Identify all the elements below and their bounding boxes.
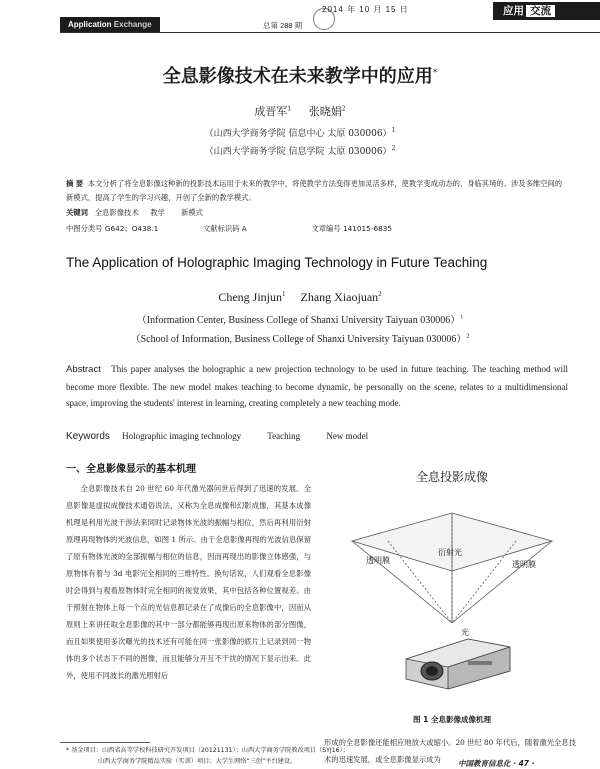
english-authors [0, 290, 600, 305]
doc-code-value: A [241, 224, 247, 233]
en-author-2: Zhang Xiaojuan [300, 290, 379, 304]
cn-keywords-label: 关键词 [66, 208, 88, 217]
en-author-1: Cheng Jinjun [218, 290, 282, 304]
label-light: 光 [461, 628, 469, 637]
en-keywords-label: Keywords [66, 431, 110, 442]
author-2: 张晓娟 [308, 105, 342, 118]
page-footer: 中国教育信息化 · 47 · [458, 759, 535, 768]
body-paragraph: 全息影像技术自 20 世纪 60 年代激光器问世后得到了迅速的发展。全息影像是虚拟成像技术通俗说法，又称为全息成像和幻影成像，其基本成像机理是利用光波干涉法来同时记录物体光波的振幅与相位，然后再利用衍射原理再现物体的光波信息，如图 1 所示。由于全息影像再现的光波信息保留了原有物体光波的全部振幅与相位的信息，因而再现出的影像立体感强，与原物体有着与 3d 电影完全相同的三维特性。换句话说，人们观看全息影像时会得到与观看原物体时完全相同的视觉效果，其中包括各种位置视差。由于照射在物体上每一个点的光信息都记录在了成像后的全息影像中，因而从原则上来讲任取全息影像的其中一部分都能够再现出原来物体的部分图像，而且如果使用多次曝光的技术还有可能在同一张影像的底片上记录到同一物体的多个状态下不同的图像，而且能够分开互不干扰的情况下显示出来。此外，使用不同波长的激光照射后 [66, 484, 311, 680]
cn-abstract-text: 本文分析了将全息影像这种新的投影技术运用于未来的教学中，将使教学方法变得更加灵活多样，使教学变成动态的、身临其境的、涉及多维空间的新模式，提高了学生的学习兴趣，开创了全新的教学模式。 [66, 179, 563, 202]
english-title: The Application of Holographic Imaging Technology in Future Teaching [66, 255, 488, 270]
affiliation-2-text: （山西大学商务学院 信息学院 太原 030006） [204, 147, 392, 157]
article-id-label: 文章编号 [311, 224, 341, 233]
publication-date: 2014 年 10 月 15 日 [322, 5, 409, 14]
en-abstract-label: Abstract [66, 364, 101, 375]
en-keyword: Holographic imaging technology [122, 431, 242, 441]
cn-keyword: 教学 [150, 208, 165, 217]
classification-line [66, 224, 392, 234]
clc-value: G642；O438.1 [104, 224, 159, 233]
body-paragraph: 形成的全息影像还能相应地放大或缩小。20 世纪 80 年代后，随着激光全息技术的迅速发展，或全息影像显示成为 [324, 738, 576, 764]
affiliation-2-sup: 2 [391, 145, 396, 152]
doc-code-label: 文献标识码 [202, 224, 240, 233]
en-abstract-text: This paper analyses the holographic a new projection technology to be used in future teaching. The teaching method will become more flexible. The new model makes teaching to become dynamic, be personally on the scene, relates to a multidimensional space, improving the students' interest in learning, creating completely a new teaching mode. [66, 364, 569, 408]
affiliation-2 [0, 144, 600, 157]
figure-caption: 图 1 全息影像成像机理 [413, 715, 491, 724]
footnote-line-2: 山西大学商务学院精品实验（实训）项目；大学生网络“三创”平台建设。 [98, 758, 297, 765]
projector-icon [406, 639, 510, 689]
figure-holographic-projection [328, 463, 576, 703]
clc-label: 中图分类号 [66, 224, 103, 233]
paper-title [0, 62, 600, 88]
footnote-text-1: 基金项目：山西省高等学校科技研究开发项目（20121131）；山西大学商务学院教改项目（SYJ16）； [71, 747, 349, 754]
en-affiliation-2-text: （School of Information, Business College of Shanxi University Taiyuan 030006） [130, 334, 467, 345]
english-abstract [66, 361, 568, 412]
paper-title-text: 全息影像技术在未来教学中的应用 [162, 66, 433, 87]
english-keywords [66, 431, 392, 442]
affiliation-1-text: （山西大学商务学院 信息中心 太原 030006） [204, 129, 392, 139]
body-left-column [66, 480, 311, 684]
cn-keyword: 全息影像技术 [94, 208, 139, 217]
en-author-1-sup: 1 [282, 290, 286, 298]
footnote-line-1 [66, 745, 349, 754]
affiliation-1-sup: 1 [391, 127, 396, 134]
label-diffracted-light: 衍射光 [438, 548, 462, 557]
cn-abstract-label: 摘 要 [66, 179, 84, 188]
affiliation-1 [0, 126, 600, 139]
header-divider [60, 32, 600, 33]
en-affiliation-2 [0, 330, 600, 345]
footnote-divider [60, 742, 150, 743]
author-1: 成晋军 [254, 105, 288, 118]
en-affiliation-1-sup: 1 [460, 314, 464, 321]
body-right-column [324, 734, 576, 768]
column-label-a: 应用 [503, 5, 524, 17]
en-affiliation-1 [0, 311, 600, 326]
en-affiliation-1-text: （Information Center, Business College of Shanxi University Taiyuan 030006） [136, 315, 461, 326]
column-label-b: 交流 [526, 5, 555, 17]
en-affiliation-2-sup: 2 [466, 333, 470, 340]
en-keyword: Teaching [267, 431, 301, 441]
figure-title: 全息投影成像 [415, 470, 489, 484]
footnote-mark: * [66, 747, 70, 754]
author-line [0, 103, 600, 119]
section-heading: 一、全息影像显示的基本机理 [66, 464, 196, 475]
cn-keywords [66, 208, 203, 218]
en-keyword: New model [326, 431, 369, 441]
author-2-sup: 2 [341, 105, 346, 113]
title-footnote-mark: * [432, 68, 438, 78]
section-tab-right: Exchange [113, 20, 152, 29]
en-author-2-sup: 2 [378, 290, 382, 298]
article-id-value: 141015-6835 [342, 224, 393, 233]
label-transparent-film-left: 透明膜 [366, 556, 390, 565]
cn-keyword: 新模式 [181, 208, 203, 217]
label-transparent-film-right: 透明膜 [512, 560, 536, 569]
author-1-sup: 1 [287, 105, 292, 113]
journal-section-tab [60, 17, 160, 32]
column-label [493, 2, 600, 20]
cn-abstract [66, 177, 568, 205]
issue-number: 总第 288 期 [263, 21, 303, 30]
section-tab-left: Application [68, 20, 112, 29]
